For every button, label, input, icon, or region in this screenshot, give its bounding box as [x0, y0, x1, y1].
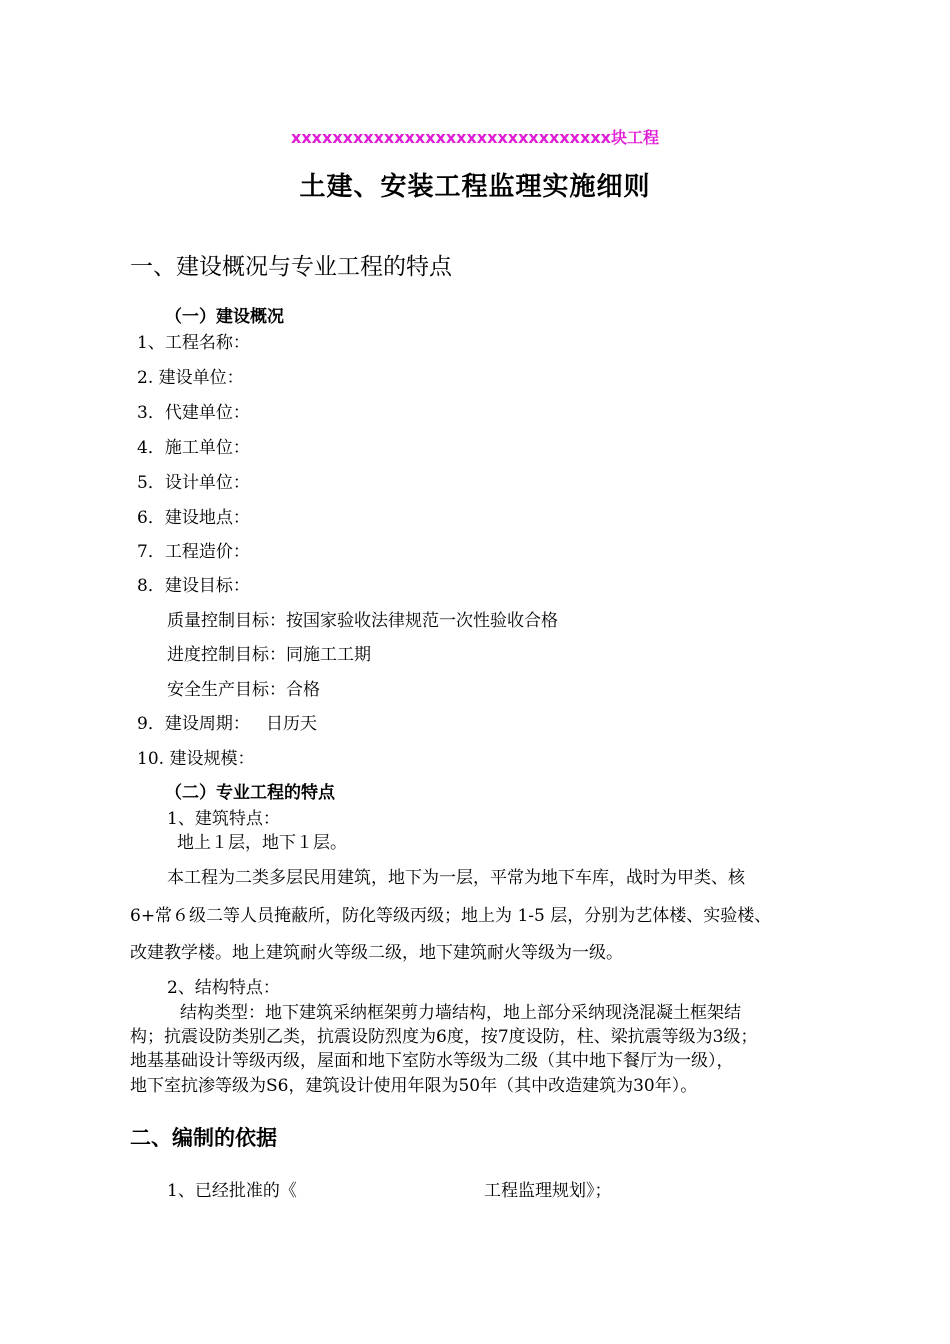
- info-item-period: 9．建设周期： 日历天: [137, 714, 318, 734]
- arch-floors: 地上１层，地下１层。: [177, 833, 347, 853]
- arch-desc-line-3: 改建教学楼。地上建筑耐火等级二级，地下建筑耐火等级为一级。: [130, 943, 623, 963]
- goal-schedule: 进度控制目标：同施工工期: [167, 645, 371, 665]
- struct-label: 2、结构特点：: [167, 978, 280, 998]
- section-1-heading: 一、建设概况与专业工程的特点: [130, 254, 452, 280]
- info-item-designer: 5．设计单位：: [137, 473, 250, 493]
- info-item-contractor: 4．施工单位：: [137, 438, 250, 458]
- project-name: xxxxxxxxxxxxxxxxxxxxxxxxxxxxxxx块工程: [291, 128, 659, 147]
- subsection-1-heading: （一）建设概况: [165, 307, 284, 327]
- info-item-agent: 3．代建单位：: [137, 403, 250, 423]
- arch-label: 1、建筑特点：: [167, 809, 280, 829]
- struct-desc-line-4: 地下室抗渗等级为S6，建筑设计使用年限为50年（其中改造建筑为30年）。: [130, 1076, 698, 1096]
- info-item-goals: 8．建设目标：: [137, 576, 250, 596]
- arch-desc-line-2: 6+常６级二等人员掩蔽所，防化等级丙级；地上为 1-5 层，分别为艺体楼、实验楼、: [130, 906, 772, 926]
- goal-safety: 安全生产目标：合格: [167, 680, 320, 700]
- subsection-2-heading: （二）专业工程的特点: [165, 783, 335, 803]
- struct-desc-line-1: 结构类型：地下建筑采纳框架剪力墙结构，地上部分采纳现浇混凝土框架结: [180, 1003, 741, 1023]
- info-item-scale: 10. 建设规模：: [137, 749, 255, 769]
- arch-desc-line-1: 本工程为二类多层民用建筑，地下为一层，平常为地下车库，战时为甲类、核: [167, 868, 745, 888]
- goal-quality: 质量控制目标：按国家验收法律规范一次性验收合格: [167, 611, 558, 631]
- struct-desc-line-3: 地基基础设计等级丙级，屋面和地下室防水等级为二级（其中地下餐厅为一级），: [130, 1051, 734, 1071]
- document-title: 土建、安装工程监理实施细则: [299, 172, 651, 202]
- info-item-cost: 7．工程造价：: [137, 542, 250, 562]
- basis-item-1-start: 1、已经批准的《: [167, 1181, 297, 1201]
- basis-item-1-end: 工程监理规划》；: [484, 1181, 612, 1201]
- info-item-name: 1、工程名称：: [137, 333, 250, 353]
- info-item-location: 6．建设地点：: [137, 508, 250, 528]
- info-item-owner: 2. 建设单位：: [137, 368, 244, 388]
- section-2-heading: 二、编制的依据: [130, 1126, 277, 1150]
- struct-desc-line-2: 构；抗震设防类别乙类，抗震设防烈度为6度，按7度设防，柱、梁抗震等级为3级；: [130, 1027, 758, 1047]
